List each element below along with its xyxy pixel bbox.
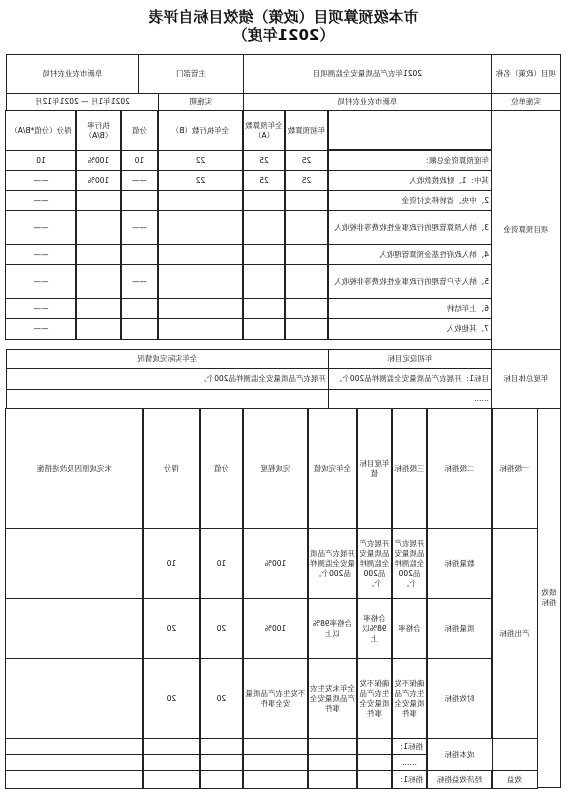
project-name-label: 项目（政策）名称	[491, 54, 561, 94]
indicator-cost-blank	[5, 754, 144, 771]
indicator-score: 20	[199, 598, 244, 659]
budget-row-label: 5、纳入专户管理的行政事业性收费等非税收入	[327, 264, 492, 299]
dept-label: 主管部门	[138, 54, 244, 94]
indicator-header-3: 年度目标值	[356, 408, 393, 529]
indicator-cost-blank	[242, 738, 309, 755]
indicator-header-1: 二级指标	[426, 408, 493, 529]
budget-cell	[157, 264, 244, 299]
budget-cell	[120, 190, 159, 211]
budget-cell: ——	[5, 244, 77, 265]
budget-col-header-4: 执行率（B/A）	[75, 110, 122, 151]
indicator-got: 20	[142, 598, 201, 659]
budget-cell	[284, 264, 329, 299]
indicator-cost-blank	[142, 754, 201, 771]
budget-cell: 22	[157, 170, 244, 191]
budget-cell: 10	[5, 150, 77, 171]
indicator-cost-blank	[356, 738, 393, 755]
indicator-actual: 全年未发生农产品质量安全事件	[307, 658, 358, 739]
indicator-header-6: 分值	[199, 408, 244, 529]
indicators-section-label: 绩效指标	[537, 408, 561, 788]
budget-cell: 25	[284, 150, 329, 171]
budget-row-label: 年度预算资金总额：	[327, 150, 492, 171]
budget-cell: 25	[284, 170, 329, 191]
budget-cell	[120, 298, 159, 319]
indicator-econ-blank	[142, 770, 201, 789]
indicator-got: 10	[142, 528, 201, 599]
indicator-cost-blank	[307, 738, 358, 755]
indicator-target: 确保不发生农产品质量安全事件	[356, 658, 393, 739]
indicator-l2: 数量指标	[426, 528, 493, 599]
budget-row-label: 3、纳入预算管理的行政事业性收费等非税收入	[327, 210, 492, 245]
budget-cell: ——	[5, 210, 77, 245]
budget-cell	[284, 190, 329, 211]
indicator-cost-dots: ……	[391, 754, 428, 771]
budget-cell	[284, 318, 329, 340]
indicator-cost-item1: 指标1：	[391, 738, 428, 755]
indicator-econ-item1: 指标1：	[391, 770, 428, 789]
document-title: 市本级预算项目（政策）绩效目标自评表	[148, 8, 419, 26]
goals-more-blank	[6, 389, 329, 409]
indicator-level1-benefit: 效益	[491, 770, 538, 789]
indicator-got: 20	[142, 658, 201, 739]
indicator-actual: 开展农产品质量安全监测样品200个。	[307, 528, 358, 599]
budget-cell	[242, 210, 286, 245]
budget-cell	[284, 244, 329, 265]
indicator-header-8: 未完成原因及改进措施	[5, 408, 144, 529]
indicator-degree: 100%	[242, 528, 309, 599]
indicator-econ-blank	[356, 770, 393, 789]
budget-col-header-3: 分值	[120, 110, 159, 151]
budget-label-header	[327, 110, 492, 151]
budget-cell	[242, 264, 286, 299]
budget-cell	[242, 190, 286, 211]
indicator-l2: 时效指标	[426, 658, 493, 739]
indicator-cost-blank	[307, 754, 358, 771]
indicator-header-0: 一级指标	[491, 408, 538, 529]
indicator-cost-blank	[356, 754, 393, 771]
indicator-l3: 合格率	[391, 598, 428, 659]
budget-cell: 100%	[75, 150, 122, 171]
indicator-cost-blank	[142, 738, 201, 755]
budget-cell	[242, 244, 286, 265]
budget-cell	[157, 210, 244, 245]
indicator-reason	[5, 528, 144, 599]
dept-value: 阜新市农业农村局	[6, 54, 139, 94]
indicator-l3: 开展农产品质量安全监测样品200个。	[391, 528, 428, 599]
budget-cell	[75, 264, 122, 299]
budget-row-label: 2、中央、省转移支付资金	[327, 190, 492, 211]
indicator-target: 开展农产品质量安全监测样品200个。	[356, 528, 393, 599]
indicator-econ-blank	[307, 770, 358, 789]
indicator-reason	[5, 598, 144, 659]
budget-cell: 25	[242, 150, 286, 171]
budget-cell	[284, 298, 329, 319]
indicator-econ-blank	[199, 770, 244, 789]
budget-col-header-0: 年初预算数	[284, 110, 329, 151]
budget-col-header-2: 全年执行数（B）	[157, 110, 244, 151]
indicator-cost-blank	[5, 738, 144, 755]
period-value: 2021年1月 — 2021年12月	[6, 93, 159, 111]
budget-cell	[75, 210, 122, 245]
goals-planned-label: 年初设定目标	[328, 349, 492, 369]
budget-cell	[242, 298, 286, 319]
indicator-score: 20	[199, 658, 244, 739]
indicator-cost-blank	[199, 738, 244, 755]
budget-cell: 22	[157, 150, 244, 171]
goals-actual-label: 全年实际完成情况	[6, 349, 329, 369]
budget-cell	[75, 298, 122, 319]
budget-cell: 10	[120, 150, 159, 171]
budget-row-label: 6、上年结转	[327, 298, 492, 319]
budget-cell: ——	[5, 318, 77, 340]
budget-cell: ——	[120, 170, 159, 191]
budget-cell: ——	[120, 264, 159, 299]
indicator-target: 合格率98%以上	[356, 598, 393, 659]
indicator-actual: 合格率98%以上	[307, 598, 358, 659]
budget-cell	[120, 318, 159, 340]
budget-row-label: 7、其他收入	[327, 318, 492, 340]
budget-section-label: 项目预算资金	[491, 110, 561, 350]
budget-cell: ——	[5, 170, 77, 191]
goals-actual-value: 开展农产品质量安全监测样品200个。	[6, 368, 329, 390]
budget-cell: 25	[242, 170, 286, 191]
indicator-econ-blank	[242, 770, 309, 789]
budget-cell: ——	[5, 190, 77, 211]
indicator-cost-blank	[199, 754, 244, 771]
goals-section-label: 年度总体目标	[491, 349, 561, 409]
indicator-cost-label: 成本指标	[426, 738, 493, 771]
budget-cell	[75, 318, 122, 340]
indicator-header-7: 得分	[142, 408, 201, 529]
budget-cell: ——	[120, 210, 159, 245]
document-year: （2021年度）	[232, 26, 335, 44]
indicator-level1-output: 产出指标	[491, 528, 538, 739]
budget-cell	[157, 298, 244, 319]
budget-cell	[157, 318, 244, 340]
indicator-header-4: 全年完成值	[307, 408, 358, 529]
budget-cell: ——	[5, 298, 77, 319]
project-name-value: 2021年农产品质量安全监测项目	[243, 54, 492, 94]
indicator-econ-blank	[5, 770, 144, 789]
budget-cell	[242, 318, 286, 340]
indicator-econ-label: 经济效益指标	[426, 770, 493, 789]
indicator-reason	[5, 658, 144, 739]
budget-cell	[75, 190, 122, 211]
indicator-l3: 确保不发生农产品质量安全事件	[391, 658, 428, 739]
budget-row-label: 4、纳入政府性基金预算管理收入	[327, 244, 492, 265]
indicator-l2: 质量指标	[426, 598, 493, 659]
budget-cell: ——	[5, 264, 77, 299]
goals-planned-value: 目标1：开展农产品质量安全监测样品200个。	[328, 368, 492, 390]
indicator-degree: 100%	[242, 598, 309, 659]
budget-cell: 100%	[75, 170, 122, 191]
budget-cell	[157, 190, 244, 211]
implementer-label: 实施单位	[491, 93, 561, 111]
budget-cell	[120, 244, 159, 265]
budget-cell	[75, 244, 122, 265]
budget-col-header-1: 全年预算数（A）	[242, 110, 286, 151]
indicator-degree: 不发生农产品质量安全事件	[242, 658, 309, 739]
goals-more: ……	[328, 389, 492, 409]
budget-col-header-5: 得分（分值*B/A）	[5, 110, 77, 151]
budget-cell	[157, 244, 244, 265]
indicator-header-2: 三级指标	[391, 408, 428, 529]
indicator-header-5: 完成程度	[242, 408, 309, 529]
budget-row-label: 其中：1、财政拨款收入	[327, 170, 492, 191]
budget-cell	[284, 210, 329, 245]
period-label: 实施期	[158, 93, 244, 111]
indicator-score: 10	[199, 528, 244, 599]
indicator-cost-blank	[242, 754, 309, 771]
implementer-value: 阜新市农业农村局	[243, 93, 492, 111]
